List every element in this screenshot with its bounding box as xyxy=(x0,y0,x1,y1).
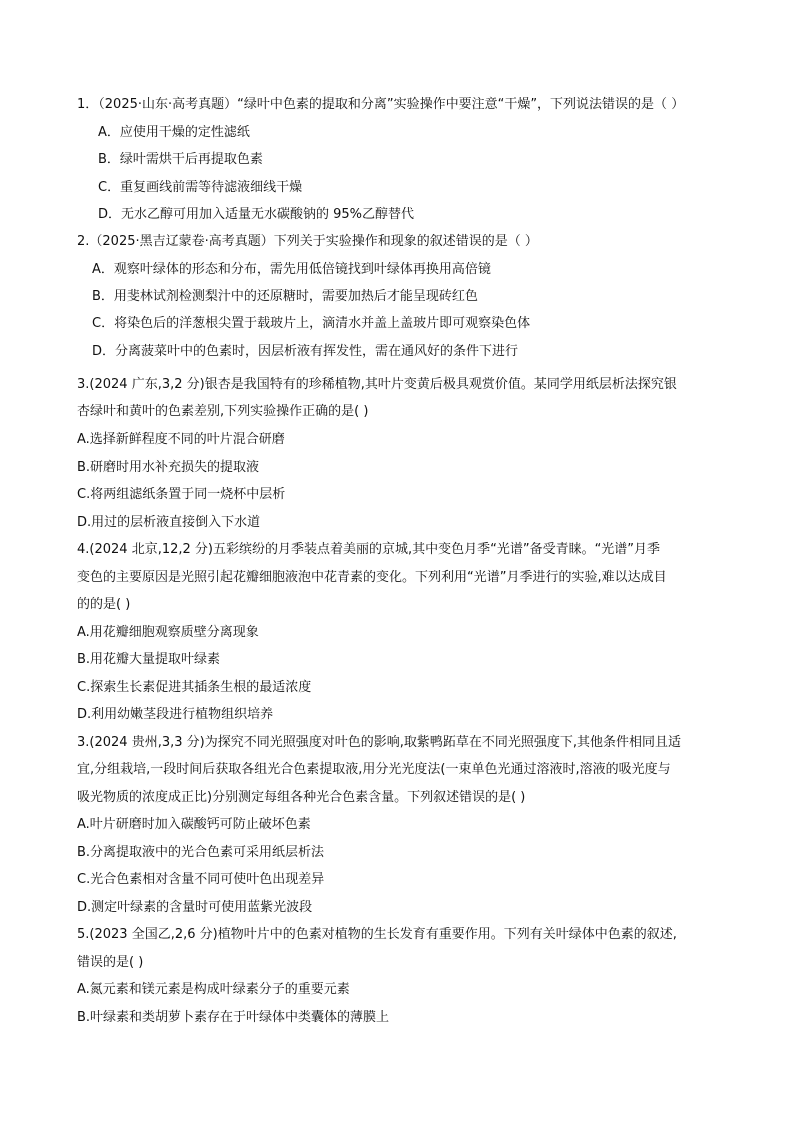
option-b: B.分离提取液中的光合色素可采用纸层析法 xyxy=(77,845,325,860)
option-b: B.用花瓣大量提取叶绿素 xyxy=(77,652,221,667)
option-a: A.叶片研磨时加入碳酸钙可防止破坏色素 xyxy=(77,817,311,832)
option-a: A.氮元素和镁元素是构成叶绿素分子的重要元素 xyxy=(77,982,350,997)
option-b: B.叶绿素和类胡萝卜素存在于叶绿体中类囊体的薄膜上 xyxy=(77,1010,390,1025)
option-c: C.探索生长素促进其插条生根的最适浓度 xyxy=(77,680,312,695)
option-c: C.光合色素相对含量不同可使叶色出现差异 xyxy=(77,872,325,887)
question-stem-line-2: 杏绿叶和黄叶的色素差别,下列实验操作正确的是( ) xyxy=(77,404,369,419)
option-d: D．无水乙醇可用加入适量无水碳酸钠的 95%乙醇替代 xyxy=(98,207,415,222)
question-stem-line-1: 3.(2024 贵州,3,3 分)为探究不同光照强度对叶色的影响,取紫鸭跖草在不同光照强度下,其他条件相同且适 xyxy=(77,735,681,750)
option-d: D.利用幼嫩茎段进行植物组织培养 xyxy=(77,707,274,722)
option-d: D.测定叶绿素的含量时可使用蓝紫光波段 xyxy=(77,900,313,915)
question-stem-line-2: 宜,分组栽培,一段时间后获取各组光合色素提取液,用分光光度法(一束单色光通过溶液时,溶液的吸光度与 xyxy=(77,762,671,777)
option-b: B．用斐林试剂检测梨汁中的还原糖时，需要加热后才能呈现砖红色 xyxy=(92,289,478,304)
option-a: A.用花瓣细胞观察质壁分离现象 xyxy=(77,625,259,640)
option-a: A.选择新鲜程度不同的叶片混合研磨 xyxy=(77,432,285,447)
option-a: A．应使用干燥的定性滤纸 xyxy=(98,125,250,140)
question-stem-line-1: 5.(2023 全国乙,2,6 分)植物叶片中的色素对植物的生长发育有重要作用。下列有关叶绿体中色素的叙述, xyxy=(77,927,677,942)
question-stem-line-1: 3.(2024 广东,3,2 分)银杏是我国特有的珍稀植物,其叶片变黄后极具观赏价值。某同学用纸层析法探究银 xyxy=(77,377,677,392)
question-stem-line-2: 变色的主要原因是光照引起花瓣细胞液泡中花青素的变化。下列利用“光谱”月季进行的实验,难以达成目 xyxy=(77,570,667,585)
option-a: A．观察叶绿体的形态和分布，需先用低倍镜找到叶绿体再换用高倍镜 xyxy=(92,262,491,277)
option-c: C．重复画线前需等待滤液细线干燥 xyxy=(98,180,303,195)
option-c: C．将染色后的洋葱根尖置于载玻片上，滴清水并盖上盖玻片即可观察染色体 xyxy=(92,316,531,331)
question-stem-line-2: 错误的是( ) xyxy=(77,955,144,970)
option-c: C.将两组滤纸条置于同一烧杯中层析 xyxy=(77,487,286,502)
option-b: B．绿叶需烘干后再提取色素 xyxy=(98,152,263,167)
question-stem-line-3: 的的是( ) xyxy=(77,597,131,612)
question-stem-line-3: 吸光物质的浓度成正比)分别测定每组各种光合色素含量。下列叙述错误的是( ) xyxy=(77,790,526,805)
question-stem-line-1: 4.(2024 北京,12,2 分)五彩缤纷的月季装点着美丽的京城,其中变色月季“光谱”备受青睐。“光谱”月季 xyxy=(77,542,661,557)
option-d: D.用过的层析液直接倒入下水道 xyxy=(77,515,261,530)
question-stem: 2.（2025·黑吉辽蒙卷·高考真题）下列关于实验操作和现象的叙述错误的是（ ） xyxy=(77,234,538,249)
option-d: D．分离菠菜叶中的色素时，因层析液有挥发性，需在通风好的条件下进行 xyxy=(92,344,519,359)
question-stem: 1．（2025·山东·高考真题）“绿叶中色素的提取和分离”实验操作中要注意“干燥”，下列说法错误的是（ ） xyxy=(77,97,685,112)
option-b: B.研磨时用水补充损失的提取液 xyxy=(77,460,260,475)
